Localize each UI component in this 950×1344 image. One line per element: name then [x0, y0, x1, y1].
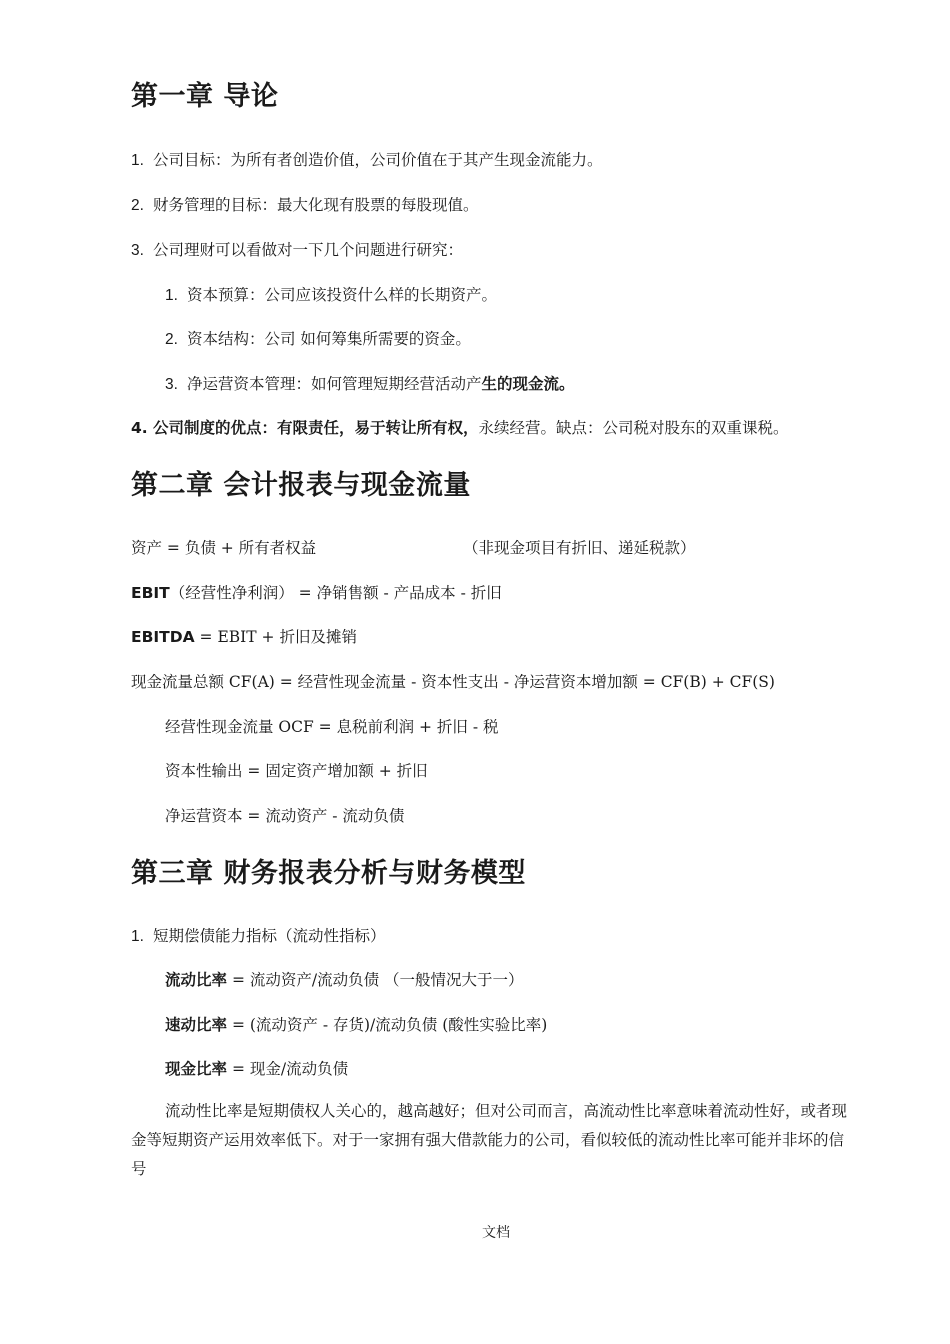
ratio-name: 现金比率	[165, 1060, 228, 1078]
formula-line: 现金流量总额 CF(A) = 经营性现金流量 - 资本性支出 - 净运营资本增加额 = CF(B) + CF(S)	[131, 673, 775, 691]
list-text: 财务管理的目标：最大化现有股票的每股现值。	[153, 196, 479, 214]
list-number: 2.	[165, 331, 178, 348]
list-text: 净运营资本管理：如何管理短期经营活动产	[187, 375, 482, 393]
ratio-line	[165, 1013, 547, 1035]
ratio-formula: = 流动资产/流动负债 （一般情况大于一）	[227, 971, 524, 989]
list-text-bold: 公司制度的优点：有限责任，易于转让所有权，	[153, 419, 479, 437]
list-item	[131, 148, 603, 170]
list-item	[131, 238, 463, 260]
list-item	[131, 193, 479, 215]
list-number: 1.	[131, 928, 144, 945]
formula-note: （非现金项目有折旧、递延税款）	[463, 539, 696, 557]
sub-list-item	[165, 327, 471, 349]
list-number: 2.	[131, 197, 144, 214]
list-item	[131, 924, 386, 946]
list-text: 资本预算：公司应该投资什么样的长期资产。	[187, 286, 498, 304]
formula-text: = EBIT + 折旧及摊销	[194, 628, 357, 646]
ratio-formula: = 现金/流动负债	[227, 1060, 349, 1078]
formula-line: 经营性现金流量 OCF = 息税前利润 + 折旧 - 税	[165, 718, 499, 736]
list-number: 1.	[165, 287, 178, 304]
formula-term-bold: EBIT	[131, 584, 170, 602]
chapter-3-title: 第三章 财务报表分析与财务模型	[131, 858, 526, 889]
formula-line	[131, 625, 357, 647]
ratio-name: 流动比率	[165, 971, 228, 989]
body-paragraph: 流动性比率是短期债权人关心的，越高越好；但对公司而言，高流动性比率意味着流动性好，或者现金等短期资产运用效率低下。对于一家拥有强大借款能力的公司，看似较低的流动性比率可能并非坏的信号	[131, 1102, 848, 1178]
page-footer: 文档	[482, 1225, 510, 1241]
ratio-formula: = (流动资产 - 存货)/流动负债 (酸性实验比率)	[227, 1016, 548, 1034]
ratio-line	[165, 968, 524, 990]
ratio-name: 速动比率	[165, 1016, 228, 1034]
formula-line	[131, 581, 502, 603]
list-text: 公司理财可以看做对一下几个问题进行研究：	[153, 241, 464, 259]
chapter-1-title: 第一章 导论	[131, 81, 279, 112]
list-item	[131, 416, 789, 438]
formula-line: 资产 = 负债 + 所有者权益	[131, 539, 317, 557]
ratio-line	[165, 1057, 348, 1079]
sub-list-item	[165, 372, 575, 394]
list-number: 3.	[131, 242, 144, 259]
list-number: 3.	[165, 376, 178, 393]
list-text: 永续经营。缺点：公司税对股东的双重课税。	[478, 419, 789, 437]
formula-term-bold: EBITDA	[131, 628, 195, 646]
formula-line: 净运营资本 = 流动资产 - 流动负债	[165, 807, 405, 825]
chapter-2-title: 第二章 会计报表与现金流量	[131, 470, 471, 501]
formula-line: 资本性输出 = 固定资产增加额 + 折旧	[165, 762, 428, 780]
list-text-bold: 生的现金流。	[481, 375, 575, 393]
formula-text: （经营性净利润） = 净销售额 - 产品成本 - 折旧	[169, 584, 502, 602]
list-text: 公司目标：为所有者创造价值，公司价值在于其产生现金流能力。	[153, 151, 603, 169]
list-text: 资本结构：公司 如何筹集所需要的资金。	[187, 330, 471, 348]
list-number: 4.	[131, 419, 148, 437]
sub-list-item	[165, 283, 497, 305]
list-number: 1.	[131, 152, 144, 169]
list-text: 短期偿债能力指标（流动性指标）	[153, 927, 386, 945]
